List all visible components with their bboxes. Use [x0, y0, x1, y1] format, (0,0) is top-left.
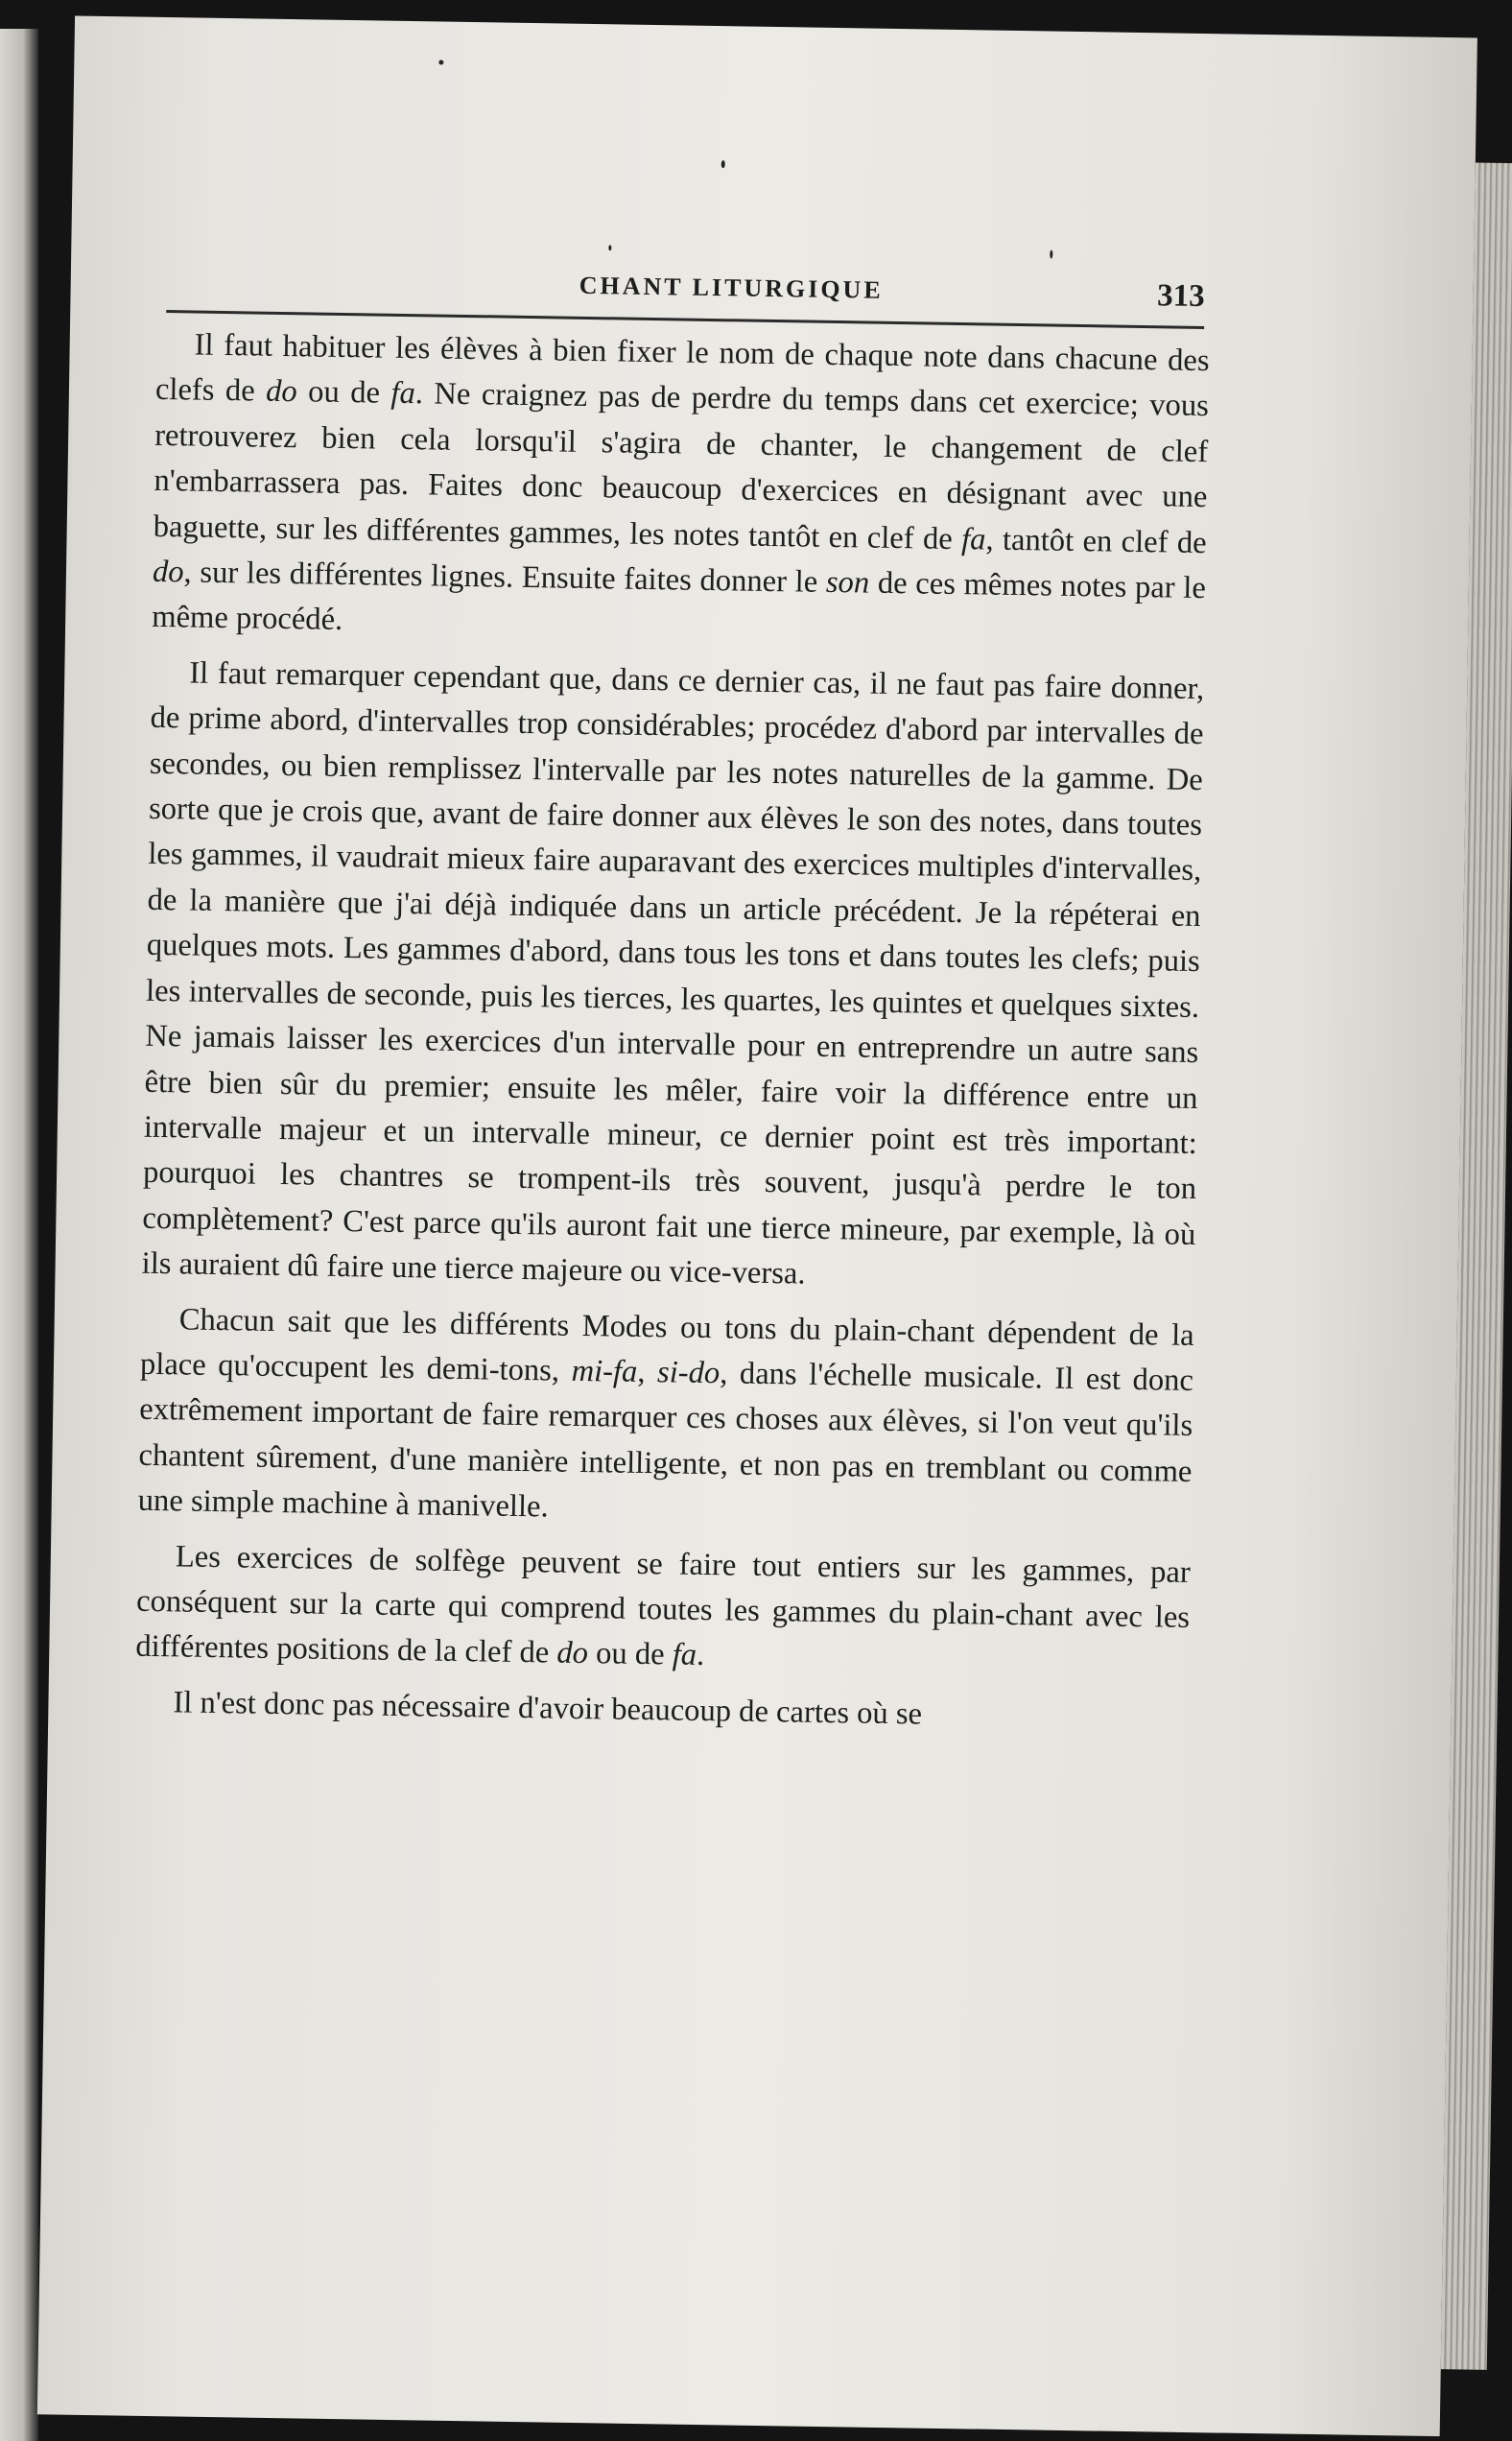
running-head: CHANT LITURGIQUE [579, 271, 884, 304]
page-stack-edge [1441, 162, 1512, 2369]
dust-speck [721, 160, 725, 168]
body-text [134, 322, 1210, 1751]
previous-page-edge [0, 29, 38, 2441]
paragraph-2: Il faut remarquer cependant que, dans ce dernier cas, il ne faut pas faire donner, de prime abord, d'intervalles trop considérables; procédez d'abord par intervalles de secondes, ou bien remplissez l'intervalle par les notes naturelles de la gamme. De sorte que je crois que, avant de faire donner aux élèves le son des notes, dans toutes les gammes, il vaudrait mieux faire auparavant des exercices multiples d'intervalles, de la manière que j'ai déjà indiquée dans un article précédent. Je la répéterai en quelques mots. Les gammes d'abord, dans tous les tons et dans toutes les clefs; puis les intervalles de seconde, puis les tierces, les quartes, les quintes et quelques sixtes. Ne jamais laisser les exercices d'un intervalle pour en entreprendre un autre sans être bien sûr du premier; ensuite les mêler, faire voir la différence entre un intervalle majeur et un intervalle mineur, ce dernier point est très important: pourquoi les chantres se trompent-ils très souvent, jusqu'à perdre le ton complètement? C'est parce qu'ils auront fait une tierce mineure, par exemple, là où ils auraient dû faire une tierce majeure ou vice-versa. [141, 655, 1205, 1292]
paragraph-5: Il n'est donc pas nécessaire d'avoir beaucoup de cartes où se [173, 1685, 923, 1732]
page-number: 313 [1156, 278, 1205, 315]
paragraph-4: Les exercices de solfège peuvent se faire tout entiers sur les gammes, par conséquent sur la carte qui comprend toutes les gammes du plain-chant avec les différentes positions de la clef de do ou de fa. [135, 1538, 1192, 1673]
paragraph-1: Il faut habituer les élèves à bien fixer le nom de chaque note dans chacune des clefs de do ou de fa. Ne craignez pas de perdre du temps dans cet exercice; vous retrouverez bien cela lorsqu'il s'agira de chanter, le changement de clef n'embarrassera pas. Faites donc beaucoup d'exercices en désignant avec une baguette, sur les différentes gammes, les notes tantôt en clef de fa, tantôt en clef de do, sur les différentes lignes. Ensuite faites donner le son de ces mêmes notes par le même procédé. [151, 327, 1210, 638]
book-page [37, 16, 1477, 2437]
dust-speck [438, 59, 443, 64]
paragraph-3: Chacun sait que les différents Modes ou tons du plain-chant dépendent de la place qu'occupent les demi-tons, mi-fa, si-do, dans l'échelle musicale. Il est donc extrêmement important de faire remarquer ces choses aux élèves, si l'on veut qu'ils chantent sûrement, d'une manière intelligente, et non pas en tremblant ou comme une simple machine à manivelle. [137, 1301, 1194, 1525]
dust-speck [608, 245, 611, 250]
dust-speck [1050, 250, 1052, 259]
